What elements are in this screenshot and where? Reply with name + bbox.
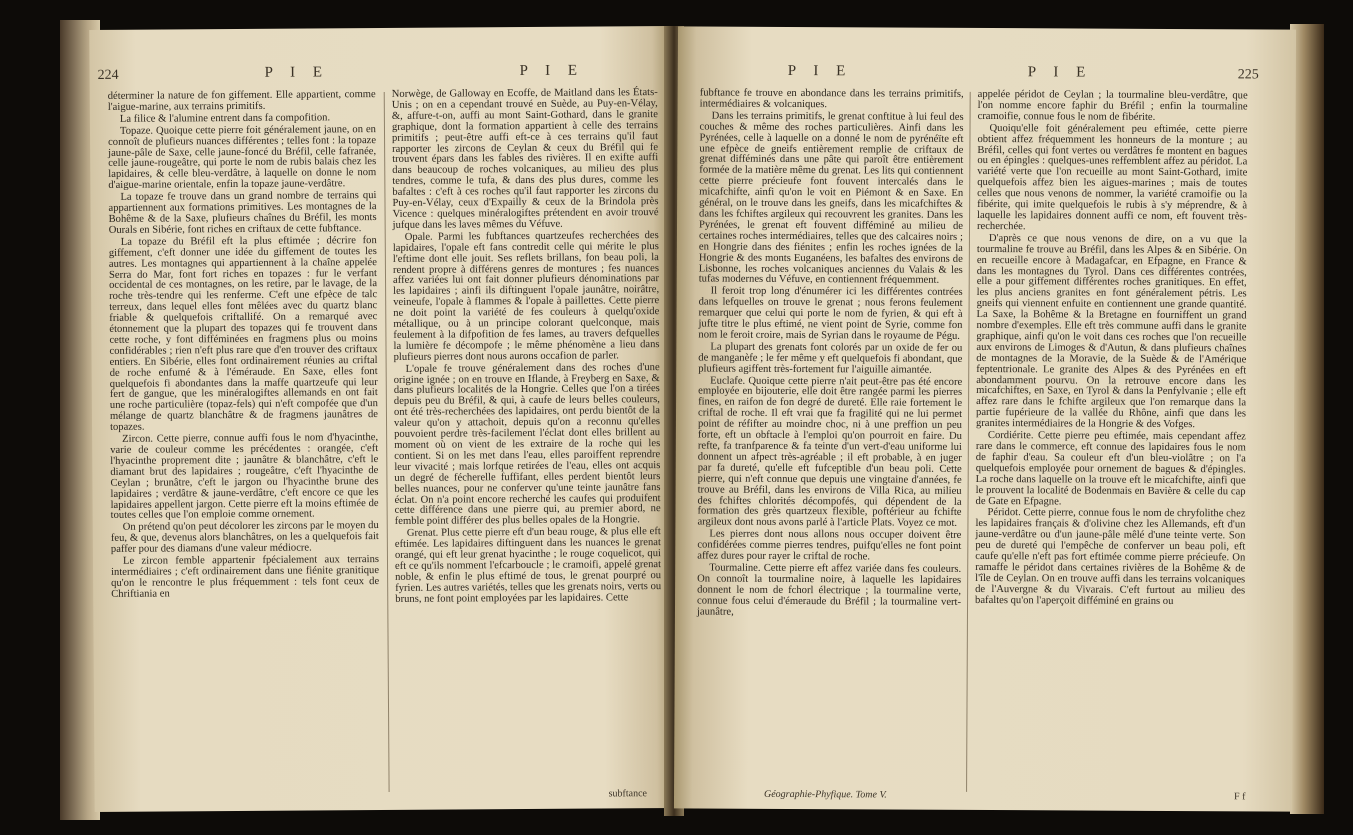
- signature-mark: F f: [1233, 791, 1246, 803]
- paragraph: La filice & l'alumine entrent dans fa compofition.: [119, 112, 331, 125]
- paragraph: Péridot. Cette pierre, connue fous le nom de chryfolithe chez les lapidaires français & d'olivine chez les Allemands, eft d'un jaune-verdâtre ou d'un jaune-pâle mêlé d'une teinte verte. Son peu de dureté qui l'empêche de conferver un beau poli, eft caufe qu'elle n'eft pas fort eftimée comme pierre précieufe. On ramaffe le péridot dans certaines rivières de la Bohême & de l'île de Ceylan. On en trouve auffi dans les terrains volcaniques de l'Auvergne & du Vivarais. C'eft furtout au milieu des bafaltes qu'on l'aperçoit difféminé en grains ou: [975, 507, 1246, 607]
- paragraph: Euclafe. Quoique cette pierre n'ait peut-être pas été encore employée en bijouterie, elle doit être rangée parmi les pierres fines, en raifon de fon degré de dureté. Elle raie fortement le criftal de roche. Il eft vrai que fa fragilité qui ne lui permet point de réfifter au moindre choc, ni à une preffion un peu forte, eft un obftacle à l'emploi qu'on pourroit en faire. Du refte, fa tranfparence & fa teinte d'un vert-d'eau uniforme lui donnent un afpect très-agréable ; il eft probable, à en juger par fa dureté, qu'elle eft fufceptible d'un beau poli. Cette pierre, qui n'eft connue que depuis une vingtaine d'années, fe trouve au Bréfil, dans les environs de Villa Rica, au milieu des fchiftes chlorités décompofés, qui dépendent de la formation des grès quartzeux flexible, poftérieur au fchifte argileux dont nous avons parlé à l'article Plats. Voyez ce mot.: [697, 375, 963, 530]
- paragraph: Cordiérite. Cette pierre peu eftimée, mais cependant affez rare dans le commerce, eft connue des lapidaires fous le nom de faphir d'eau. Sa couleur eft d'un bleu-violâtre ; on l'a quelquefois employée pour ornement de bagues & d'épingles. La roche dans laquelle on la trouve eft le micafchifte, ainfi que le prouvent la localité de Bodenmais en Bavière & celle du cap de Gate en Efpagne.: [975, 430, 1246, 507]
- paragraph: fubftance fe trouve en abondance dans les terrains primitifs, intermédiaires & volcaniques.: [699, 87, 964, 111]
- text-column-1: [108, 90, 380, 601]
- footer-title: Géographie-Phyfique. Tome V.: [764, 788, 887, 801]
- paragraph: La plupart des grenats font colorés par un oxide de fer ou de manganèfe ; le fer même y eft quelquefois fi abondant, que plufieurs agiffent très-fortement fur l'aiguille aimantée.: [698, 341, 963, 376]
- paragraph: Norwège, de Galloway en Ecoffe, de Maitland dans les États-Unis ; on en a cependant trouvé en Suède, au Puy-en-Vélay, &, affure-t-on, auffi au mont Saint-Gothard, dans le granite graphique, dont la formation appartient à celle des terrains primitifs ; peut-être auffi eft-ce à ces terrains qu'il faut rapporter les zircons de Ceylan & ceux du Bréfil qui fe trouvent épars dans les fables des rivières. Il en exifte auffi dans beaucoup de roches volcaniques, au milieu des plus tendres, comme le tufa, & dans des plus dures, comme les bafaltes : c'eft à ces roches qu'il faut rapporter les zircons du Puy-en-Vélay, ceux d'Expailly & ceux de la Brindola près Vicence : quelques minéralogiftes prétendent en avoir trouvé jufque dans les laves mêmes du Véfuve.: [391, 87, 659, 231]
- paragraph: La topaze fe trouve dans un grand nombre de terrains qui appartiennent aux formations primitives. Les montagnes de la Bohême & de la Saxe, plufieurs chaînes du Bréfil, les monts Ourals en Sibérie, font riches en criftaux de cette fubftance.: [108, 190, 377, 236]
- paragraph: appelée péridot de Ceylan ; la tourmaline bleu-verdâtre, que l'on nomme encore faphir du Bréfil ; enfin la tourmaline cramoifie, connue fous le nom de fibérite.: [977, 88, 1248, 123]
- running-head: P I E: [264, 64, 330, 81]
- paragraph: Opale. Parmi les fubftances quartzeufes recherchées des lapidaires, l'opale eft fans contredit celle qui mérite le plus l'eftime dont elle jouit. Ses reflets brillans, fon beau poli, la rendent propre à différens genres de montures ; fes nuances affez variées lui ont fait donner plufieurs dénominations par les lapidaires ; ainfi ils diftinguent l'opale jaunâtre, noirâtre, veineufe, l'opale à flammes & l'opale à paillettes. Cette pierre ne doit point la variété de fes couleurs à quelqu'oxide métallique, ou à un principe colorant quelconque, mais feulement à la difpofition de fes lames, au travers defquelles la lumière fe décompofe ; le même phénomène a lieu dans plufieurs pierres dont nous aurons occafion de parler.: [392, 229, 660, 363]
- page-number-right: 225: [1237, 67, 1259, 83]
- paragraph: Il feroit trop long d'énumérer ici les différentes contrées dans lefquelles on trouve le grenat ; nous ferons feulement remarquer que celui qui porte le nom de fyrien, & qui eft à jufte titre le plus eftimé, ne vient point de Syrie, comme fon nom le feroit croire, mais de Syrian dans le royaume de Pégu.: [698, 285, 963, 342]
- paragraph: Les pierres dont nous allons nous occuper doivent être confidérées comme pierres tendres, puifqu'elles ne font point affez dures pour rayer le criftal de roche.: [697, 528, 962, 563]
- column-rule: [966, 92, 971, 792]
- column-rule: [384, 92, 390, 792]
- left-page: [89, 26, 674, 812]
- text-column-2: [975, 90, 1248, 608]
- text-column-1: [697, 89, 964, 620]
- paragraph: Dans les terrains primitifs, le grenat conftitue à lui feul des couches & même des roches particulières. Ainfi dans les Pyrénées, celle à laquelle on a donné le nom de pyrénéïte eft une efpèce de gneifs entièrement remplie de criftaux de grenat difféminés dans une pâte qui paroît être entièrement formée de la matière même du grenat. Les lits qui contiennent cette pierre précieufe font fouvent intercalés dans le micafchifte, ainfi qu'on le voit en Piémont & en Saxe. En général, on le trouve dans les gneifs, dans les micafchiftes & dans les fchiftes argileux qui recouvrent les granites. Dans les Pyrénées, le grenat eft fouvent difféminé au milieu de certaines roches intermédiaires, telles que des calcaires noirs ; en Hongrie dans des fiénites ; enfin les roches ignées de la Hongrie & des monts Euganéens, les bafaltes des environs de Lisbonne, les roches volcaniques anciennes du Valais & les tufas modernes du Véfuve, en contiennent fréquemment.: [698, 110, 964, 287]
- paragraph: Zircon. Cette pierre, connue auffi fous le nom d'hyacinthe, varie de couleur comme les précédentes : orangée, c'eft l'hyacinthe proprement dite ; jaunâtre & blanchâtre, c'eft le diamant brut des lapidaires ; rougeâtre, c'eft l'hyacinthe de Ceylan ; brunâtre, c'eft le jargon ou l'hyacinthe brune des lapidaires ; verdâtre & jaune-verdâtre, c'eft encore ce que les lapidaires appellent jargon. Cette pierre eft la moins eftimée de toutes celles que l'on emploie comme ornement.: [110, 432, 379, 522]
- text-column-2: [392, 88, 662, 605]
- paragraph: déterminer la nature de fon giffement. Elle appartient, comme l'aigue-marine, aux terrains primitifs.: [107, 89, 376, 113]
- paragraph: La topaze du Bréfil eft la plus eftimée ; décrire fon giffement, c'eft donner une idée du giffement de toutes les autres. Les montagnes qui appartiennent à la chaîne appelée Serra do Mar, font fort riches en topazes : fur le verfant occidental de ces montagnes, on les retire, par le lavage, de la roche très-tendre qui les renferme. C'eft une efpèce de talc terreux, dans lequel elles font mêlées avec du quartz blanc friable & quelquefois criftallifé. On a remarqué avec étonnement que la plupart des topazes qui fe trouvent dans cette roche, y font difféminées en fragmens plus ou moins confidérables ; rien n'eft plus rare que d'en trouver des criftaux entiers. En Sibérie, elles font ordinairement réunies au criftal de roche enfumé & à l'éméraude. En Saxe, elles font quelquefois fi abondantes dans la maffe quartzeufe qui leur fert de gangue, que les minéralogiftes allemands en ont fait une roche particulière (topaz-fels) qui n'eft compofée que d'un mélange de quartz blanchâtre & de fragmens jaunâtres de topazes.: [108, 234, 379, 434]
- paragraph: On prétend qu'on peut décolorer les zircons par le moyen du feu, & que, devenus alors blanchâtres, on les a quelquefois fait paffer pour des diamans d'une valeur médiocre.: [110, 520, 379, 556]
- paragraph: Topaze. Quoique cette pierre foit généralement jaune, on en connoît de plufieurs nuances différentes ; telles font : la topaze jaune-pâle de Saxe, celle jaune-foncé du Bréfil, celle fafranée, celle jaune-rougeâtre, qui porte le nom de rubis balais chez les lapidaires, & celle bleu-verdâtre, à laquelle on donne le nom d'aigue-marine orientale, enfin la topaze jaune-verdâtre.: [108, 123, 377, 192]
- paragraph: D'après ce que nous venons de dire, on a vu que la tourmaline fe trouve au Bréfil, dans les Alpes & en Sibérie. On en recueille encore à Madagafcar, en Efpagne, en France & dans les montagnes du Tyrol. Dans ces différentes contrées, elle a pour giffement différentes roches granitiques. En effet, les plus anciens granites en font généralement pétris. Les gneifs qui viennent enfuite en contiennent une grande quantité. La Saxe, la Bohême & la Bretagne en fourniffent un grand nombre d'exemples. Elle eft très commune auffi dans le granite graphique, ainfi qu'on le voit dans ces roches que l'on recueille aux environs de Limoges & d'Autun, & dans plufieurs chaînes de montagnes de la Moravie, de la Suède & de l'Amérique feptentrionale. Le granite des Alpes & des Pyrénées en eft abondamment pourvu. On la retrouve encore dans les micafchiftes, en Saxe, en Tyrol & dans la Penfylvanie ; elle eft affez rare dans le fchifte argileux que l'on remarque dans la partie fupérieure de la vallée du Rhône, ainfi que dans les granites intermédiaires de la Hongrie & des Vofges.: [975, 232, 1247, 431]
- right-page: [674, 26, 1296, 811]
- running-head: P I E: [1027, 64, 1093, 81]
- page-number-left: 224: [97, 67, 119, 83]
- running-head: P I E: [787, 62, 853, 80]
- paragraph: Le zircon femble appartenir fpécialement aux terrains intermédiaires ; c'eft ordinairement dans une fiénite granitique qu'on le rencontre le plus fréquemment : tels font ceux de Chriftiania en: [111, 554, 380, 600]
- paragraph: Grenat. Plus cette pierre eft d'un beau rouge, & plus elle eft eftimée. Les lapidaires diftinguent dans les nuances le grenat orangé, qui eft leur grenat hyacinthe ; le rouge coquelicot, qui eft ce qu'ils nomment l'efcarboucle ; le cramoifi, appelé grenat noble, & enfin le plus eftimé de tous, le grenat pourpré ou fyrien. Les autres variétés, telles que les grenats noirs, verts ou bruns, ne font point employées par les lapidaires. Cette: [394, 526, 662, 605]
- paragraph: Tourmaline. Cette pierre eft affez variée dans fes couleurs. On connoît la tourmaline noire, à laquelle les lapidaires donnent le nom de fchorl électrique ; la tourmaline verte, connue fous celui d'émeraude du Bréfil ; la tourmaline vert-jaunâtre,: [696, 562, 962, 618]
- running-head: P I E: [519, 62, 585, 80]
- catchword: subftance: [608, 788, 647, 800]
- paragraph: L'opale fe trouve généralement dans des roches d'une origine ignée ; on en trouve en Iflande, à Freyberg en Saxe, & dans plufieurs localités de la Hongrie. Celles que l'on a tirées depuis peu du Bréfil, & qui, à caufe de leurs belles couleurs, ont été très-recherchées des lapidaires, ont perdu bientôt de la valeur qu'on y attachoit, depuis qu'on a reconnu qu'elles pouvoient perdre très-facilement l'éclat dont elles brillent au moment où on vient de les extraire de la roche qui les contient. Si on les met dans l'eau, elles paroiffent reprendre leur vivacité ; mais lorfque retirées de l'eau, elles ont acquis un degré de fécherelle fuffifant, elles perdent bientôt leurs belles nuances, pour ne conferver qu'une teinte jaunâtre fans éclat. On n'a point encore recherché les caufes qui produifent cette différence dans une pierre qui, au premier abord, ne femble point différer des plus belles opales de la Hongrie.: [393, 361, 661, 528]
- paragraph: Quoiqu'elle foit généralement peu eftimée, cette pierre obtient affez fréquemment les honneurs de la monture ; au Bréfil, celles qui font vertes ou verdâtres fe montent en bagues ou en épingles : quelques-unes reffemblent affez au péridot. La variété verte que l'on recueille au mont Saint-Gothard, imite quelquefois affez bien les aigues-marines ; mais de toutes celles que nous venons de nommer, la variété cramoifie ou la fibérite, qui imite quelquefois le rubis à s'y méprendre, & à laquelle les lapidaires donnent auffi ce nom, eft fouvent très-recherchée.: [976, 122, 1248, 233]
